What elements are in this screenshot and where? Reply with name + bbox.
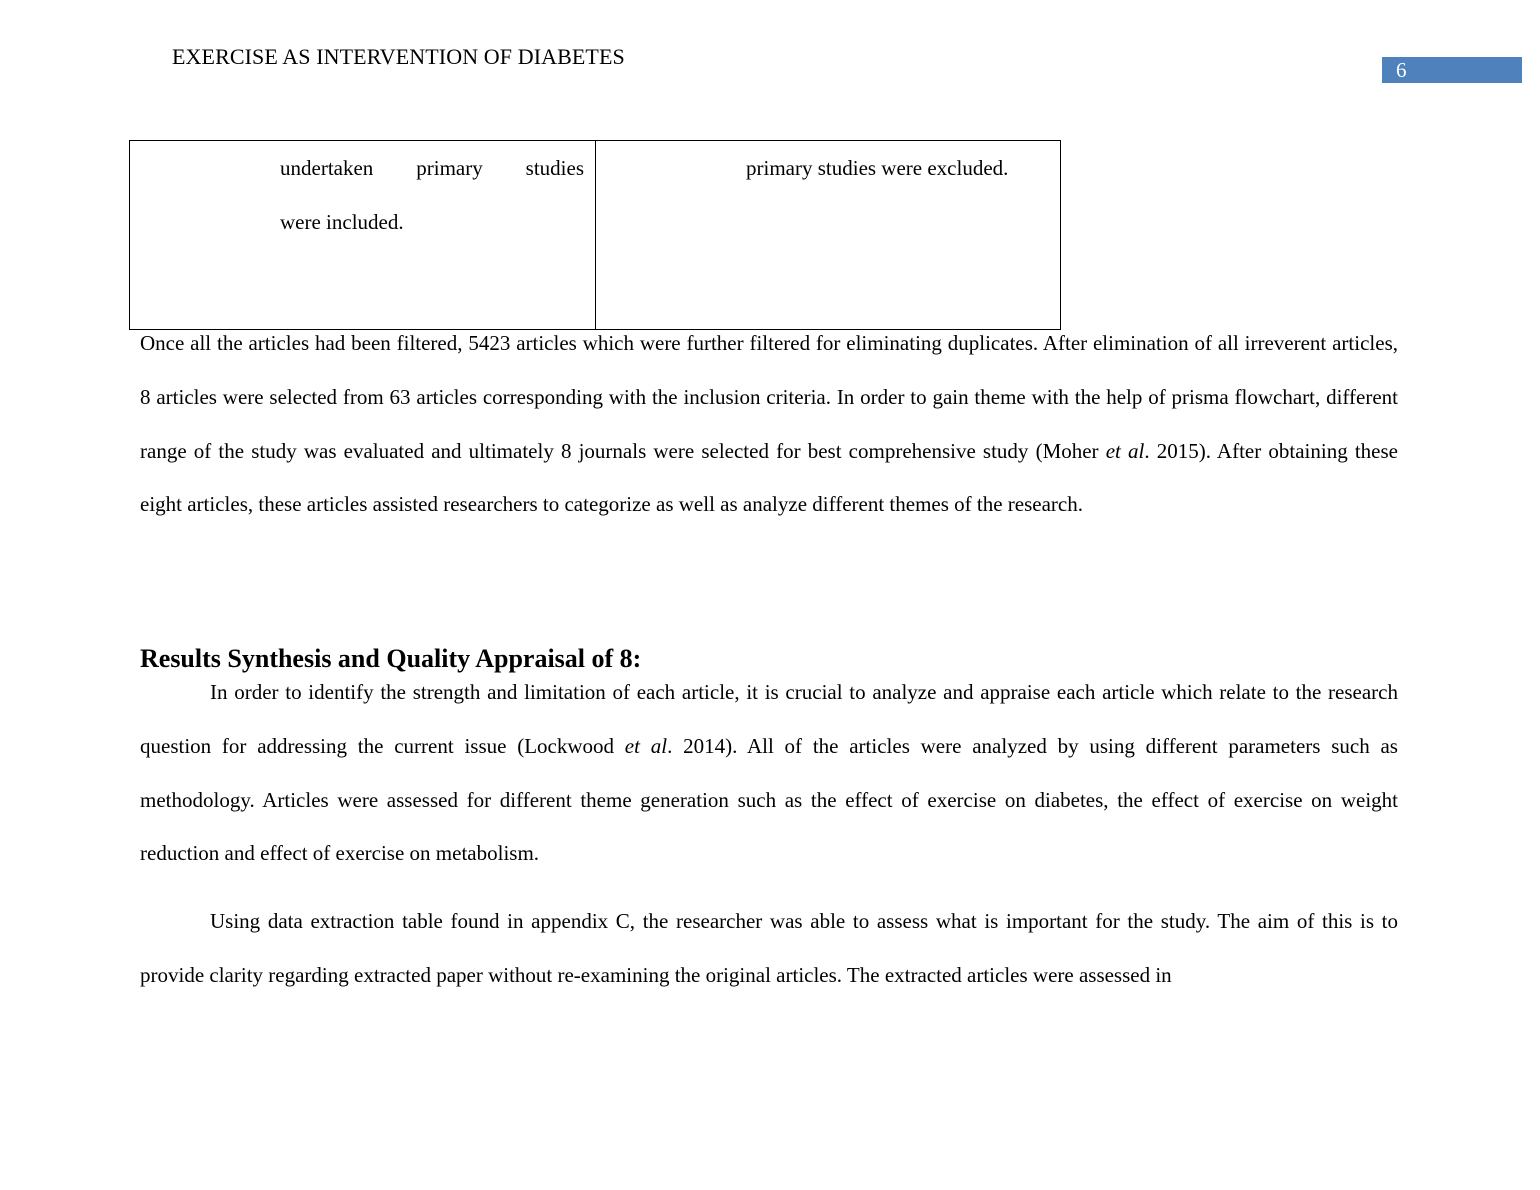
body-paragraph-extraction: Using data extraction table found in appendix C, the researcher was able to assess what is important for the study. The aim of this is to provide clarity regarding extracted paper without re-examining the original articles. The extracted articles were assessed in (140, 909, 1398, 987)
body-paragraph-appraisal (140, 666, 1398, 881)
body-paragraph-filtering (140, 317, 1398, 532)
table-cell-included-line2: were included. (280, 210, 404, 234)
criteria-table (129, 140, 1061, 330)
table-cell-included (130, 141, 596, 329)
table-cell-included-text (280, 141, 584, 249)
table-cell-excluded (596, 141, 1060, 329)
paragraph-1-text-a: Once all the articles had been filtered, 5423 articles which were further filtered for eliminating duplicates. After elimination of all irreverent articles, 8 articles were selected from 63 articles corresponding with the inclusion criteria. In order to gain theme with the help of prisma flowchart, different range of the study was evaluated and ultimately 8 journals were selected for best comprehensive study (Moher (140, 331, 1398, 463)
running-head: EXERCISE AS INTERVENTION OF DIABETES (172, 44, 625, 69)
paragraph-2-text-b: . 2014). All of the articles were analyzed by using different parameters such as methodology. Articles were assessed for different theme generation such as the effect of exercise on diabetes, the effect of exercise on weight reduction and effect of exercise on metabolism. (140, 733, 1398, 866)
table-cell-included-line1: undertaken primary studies (280, 156, 584, 180)
paragraph-2-text-a: In order to identify the strength and limitation of each article, it is crucial to analyze and appraise each article which relate to the research question for addressing the current issue (Lockwood (140, 680, 1398, 758)
table-cell-excluded-text: primary studies were excluded. (746, 156, 1009, 180)
paragraph-1-text-b: . 2015). After obtaining these eight articles, these articles assisted researchers to categorize as well as analyze different themes of the research. (140, 438, 1398, 517)
paragraph-2-citation-italic: et al (624, 733, 668, 758)
paragraph-1-citation-italic: et al (1105, 438, 1145, 463)
page-number: 6 (1382, 57, 1522, 83)
section-heading: Results Synthesis and Quality Appraisal of 8: (140, 644, 642, 673)
